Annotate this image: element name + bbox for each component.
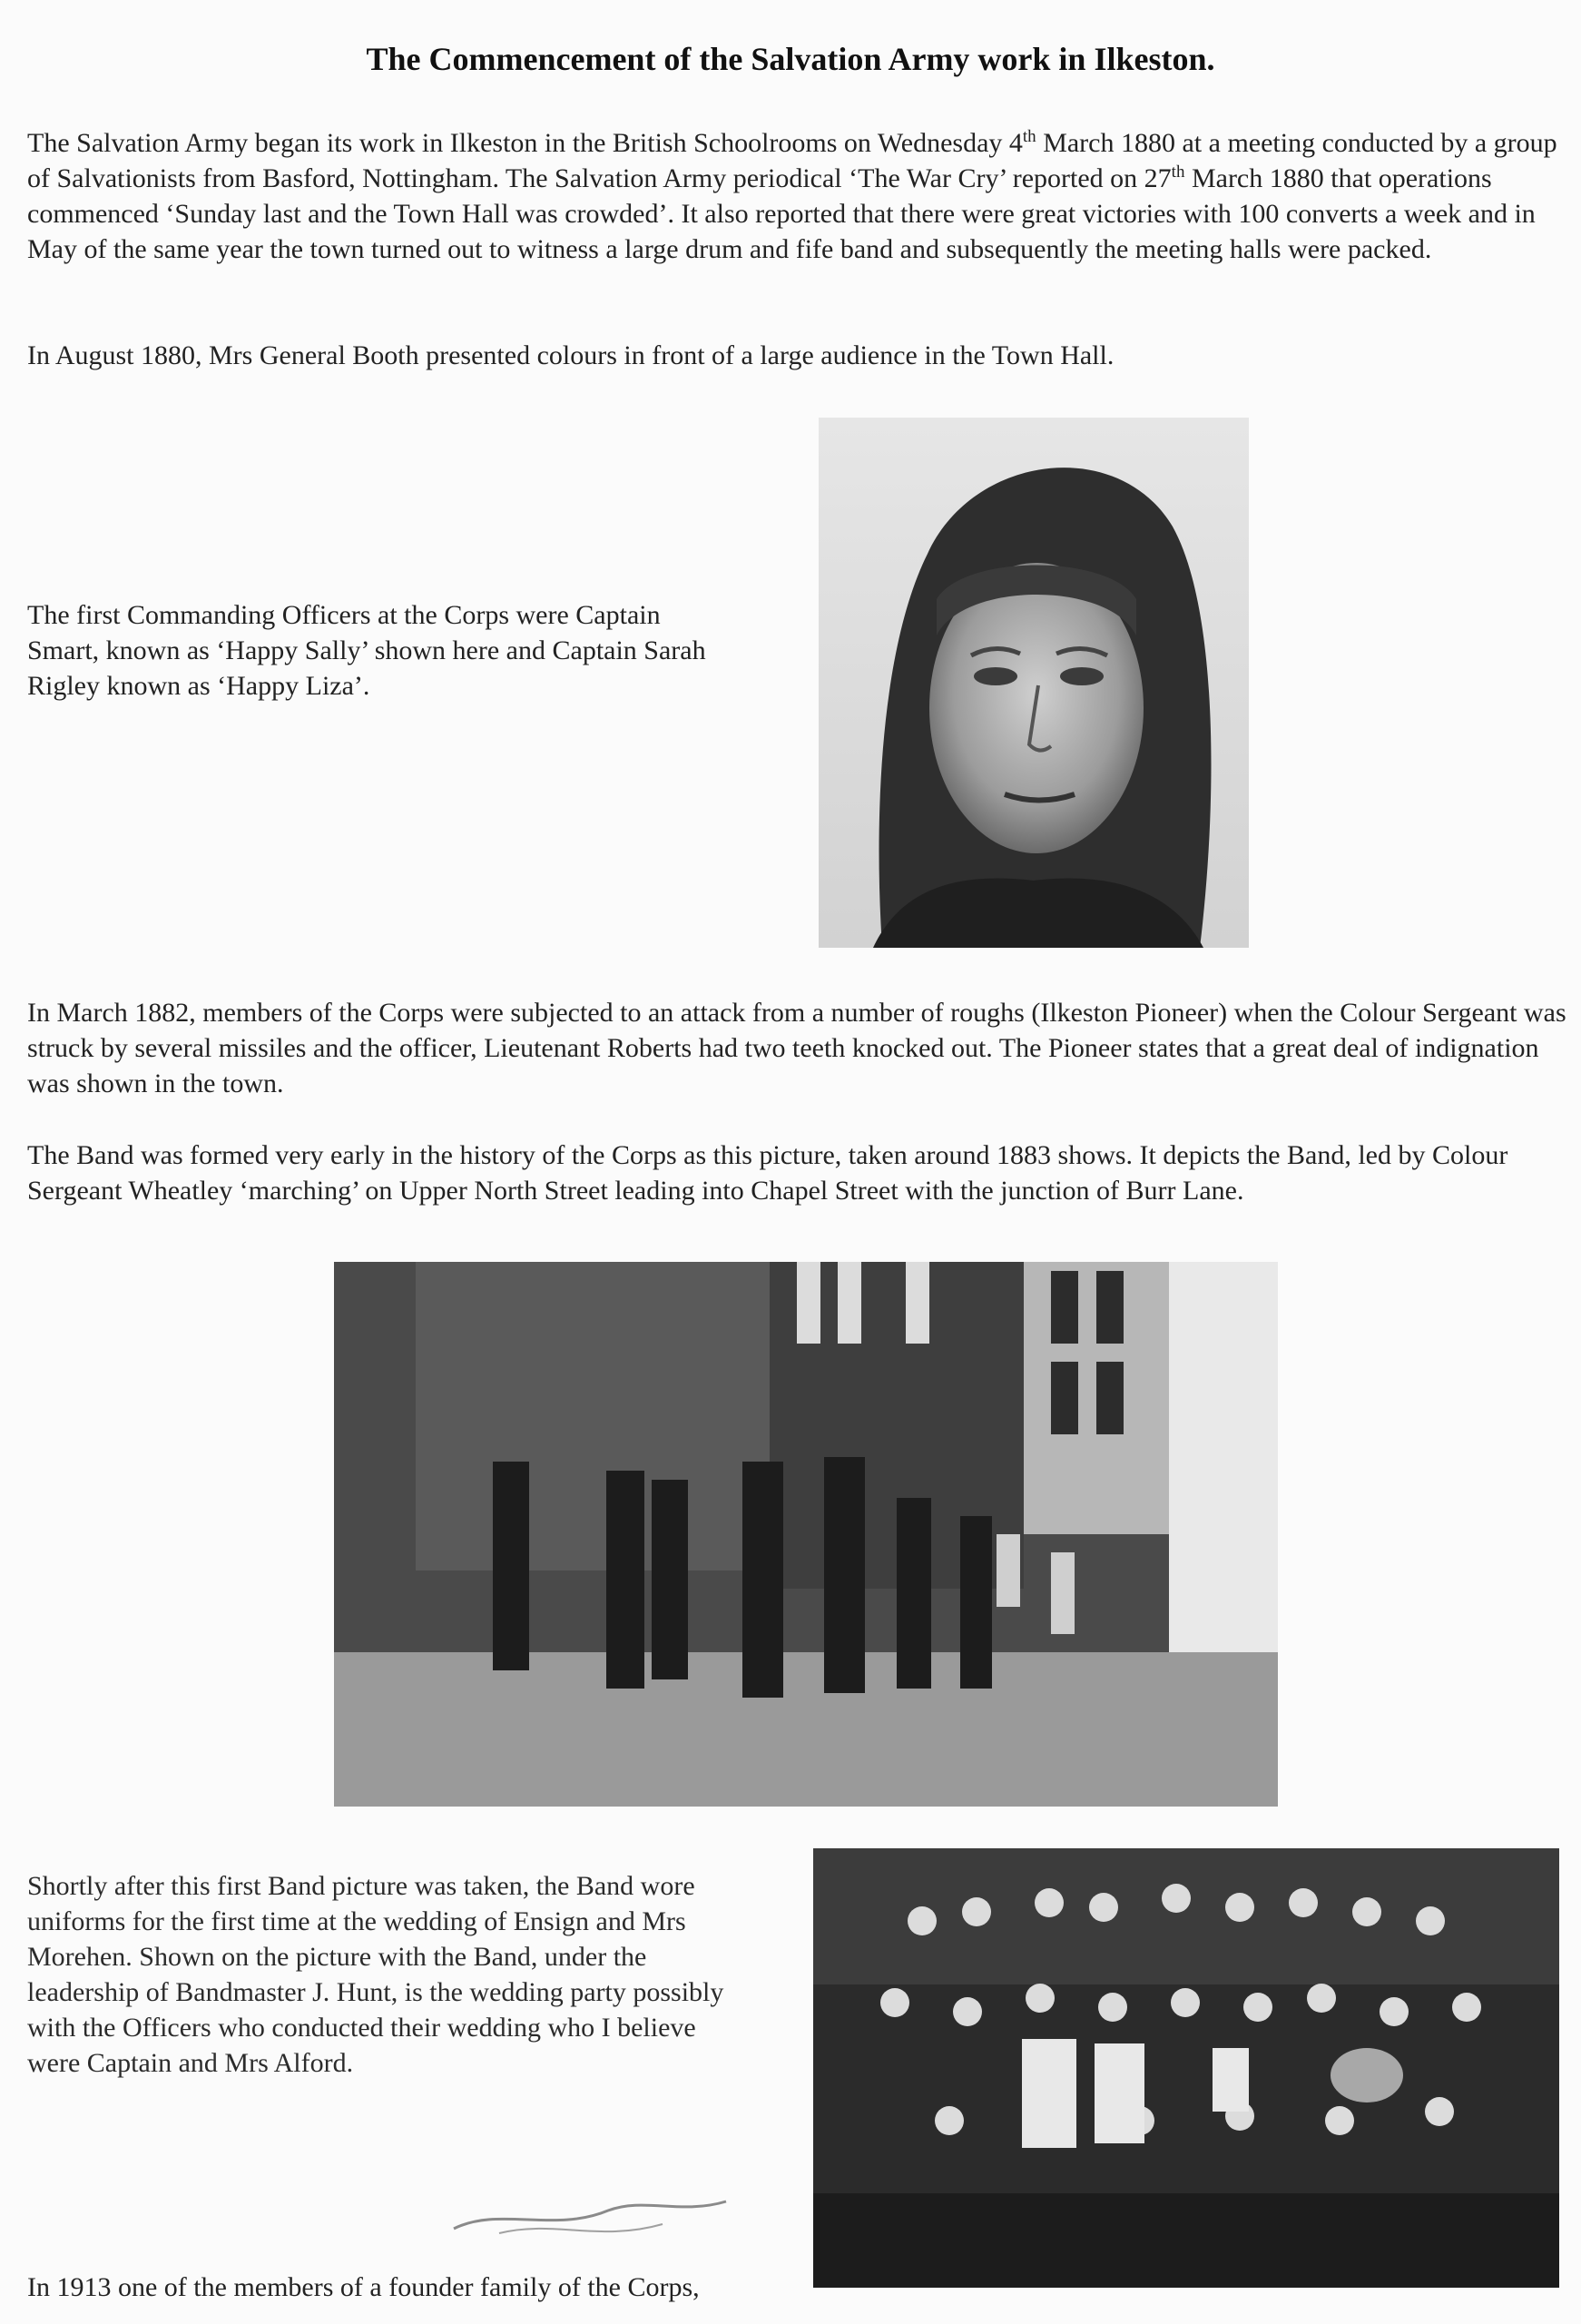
paragraph-1913-founder-family: In 1913 one of the members of a founder family of the Corps, [27, 2272, 700, 2302]
street-band-photo [334, 1262, 1278, 1807]
superscript: th [1022, 127, 1036, 146]
portrait-photo-happy-sally [819, 418, 1249, 948]
paragraph-wedding-band: Shortly after this first Band picture was taken, the Band wore uniforms for the first time at the wedding of Ensign and Mrs Morehen. Shown on the picture with the Band, under the leadership of Bandmaster J. Hunt, is the wedding party possibly with the Officers who conducted their wedding who I believe were Captain and Mrs Alford. [27, 1871, 724, 2078]
superscript: th [1171, 162, 1185, 182]
page-title: The Commencement of the Salvation Army work in Ilkeston. [366, 41, 1215, 77]
paragraph-commanding-officers: The first Commanding Officers at the Corps were Captain Smart, known as ‘Happy Sally’ shown here and Captain Sarah Rigley known as ‘Happy Liza’. [27, 600, 706, 701]
paragraph-band-formed: The Band was formed very early in the history of the Corps as this picture, taken around 1883 shows. It depicts the Band, led by Colour Sergeant Wheatley ‘marching’ on Upper North Street leading into Chapel Street with the junction of Burr Lane. [27, 1140, 1508, 1206]
text-segment: March 1880 at a meeting conducted by a group of Salvationists from Basford, Nottingham. The Salvation Army periodical ‘The War Cry’ reported on 27 [27, 128, 1557, 193]
paragraph-colours: In August 1880, Mrs General Booth presented colours in front of a large audience in the Town Hall. [27, 340, 1115, 370]
band-group-wedding-photo [813, 1848, 1559, 2288]
text-segment: The Salvation Army began its work in Ilkeston in the British Schoolrooms on Wednesday 4 [27, 128, 1023, 158]
paragraph-commencement [27, 125, 1570, 267]
paragraph-attack-1882: In March 1882, members of the Corps were subjected to an attack from a number of roughs (Ilkeston Pioneer) when the Colour Sergeant was struck by several missiles and the officer, Lieutenant Roberts had two teeth knocked out. The Pioneer states that a great deal of indignation was shown in the town. [27, 998, 1566, 1098]
handwritten-scribble [445, 2179, 744, 2251]
text-segment: March 1880 that operations commenced ‘Sunday last and the Town Hall was crowded’. It also reported that there were great victories with 100 converts a week and in May of the same year the town turned out to witness a large drum and fife band and subsequently the meeting halls were packed. [27, 163, 1536, 264]
